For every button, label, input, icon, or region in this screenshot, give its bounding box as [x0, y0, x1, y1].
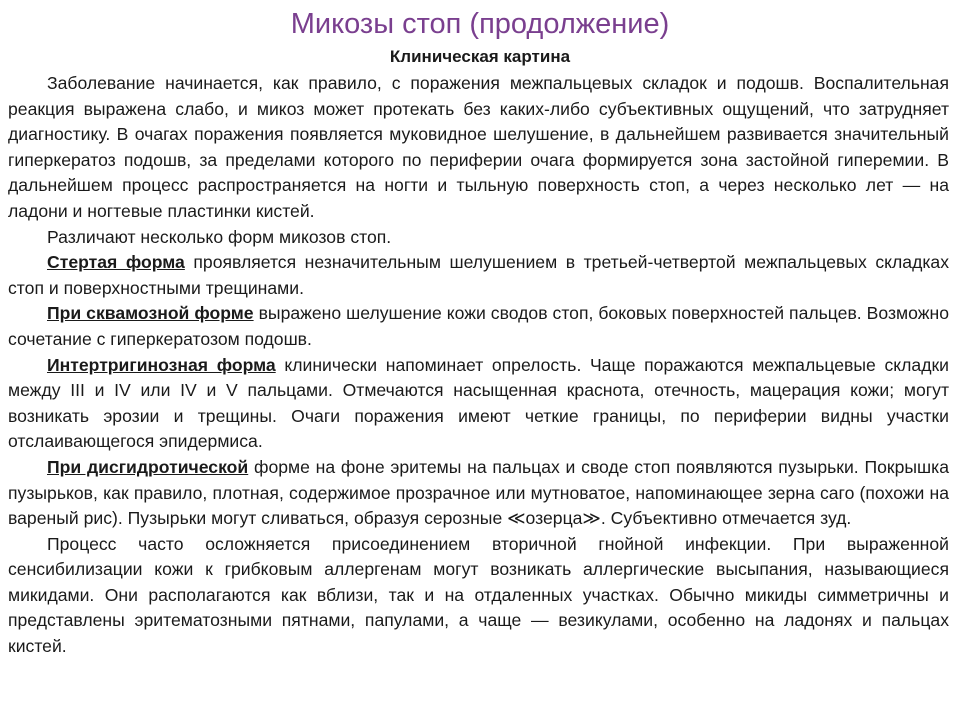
term-intertriginous-form: Интертригинозная форма — [47, 354, 276, 375]
dyshidrotic-form-text: форме на фоне эритемы на пальцах и своде стоп появляются пузырьки. Покрышка пузырьков, как правило, плотная, содержимое прозрачное или мутноватое, напоминающее зерна саго (похожи на вареный рис). Пузырьки могут сливаться, образуя серозные ≪озерца≫. Субъективно отмечается зуд. — [8, 456, 949, 529]
paragraph-forms-intro: Различают несколько форм микозов стоп. — [47, 226, 392, 247]
term-erased-form: Стертая форма — [47, 252, 185, 273]
paragraph-intertriginous-form — [8, 353, 949, 455]
paragraph-onset: Заболевание начинается, как правило, с поражения межпальцевых складок и подошв. Воспалительная реакция выражена слабо, и микоз может протекать без каких-либо субъективных ощущений, что затрудняет диагностику. В очагах поражения появляется муковидное шелушение, в дальнейшем развивается значительный гиперкератоз подошв, за пределами которого по периферии очага формируется зона застойной гиперемии. В дальнейшем процесс распространяется на ногти и тыльную поверхность стоп, а через несколько лет — на ладони и ногтевые пластинки кистей. — [8, 73, 949, 221]
erased-form-text: проявляется незначительным шелушением в третьей-четвертой межпальцевых складках стоп и поверхностными трещинами. — [8, 252, 950, 298]
intertriginous-form-text: клинически напоминает опрелость. Чаще поражаются межпальцевые складки между III и IV или IV и V пальцами. Отмечаются насыщенная краснота, отечность, мацерация кожи; могут возникать эрозии и трещины. Очаги поражения имеют четкие границы, по периферии видны участки отслаивающегося эпидермиса. — [8, 354, 949, 452]
term-squamous-form: При сквамозной форме — [47, 303, 254, 324]
squamous-form-text: выражено шелушение кожи сводов стоп, боковых поверхностей пальцев. Возможно сочетание с гиперкератозом подошв. — [8, 303, 950, 349]
section-subtitle: Клиническая картина — [389, 47, 571, 66]
slide-title: Микозы стоп (продолжение) — [290, 8, 670, 40]
paragraph-erased-form — [8, 250, 949, 301]
paragraph-dyshidrotic-form — [8, 455, 949, 532]
slide-body — [8, 71, 949, 660]
paragraph-complications: Процесс часто осложняется присоединением вторичной гнойной инфекции. При выраженной сенсибилизации кожи к грибковым аллергенам могут возникать аллергические высыпания, называющиеся микидами. Они располагаются как вблизи, так и на отдаленных участках. Обычно микиды симметричны и представлены эритематозными пятнами, папулами, а чаще — везикулами, особенно на ладонях и пальцах кистей. — [8, 533, 949, 657]
term-dyshidrotic-form: При дисгидротической — [47, 456, 249, 477]
paragraph-squamous-form — [8, 301, 949, 352]
